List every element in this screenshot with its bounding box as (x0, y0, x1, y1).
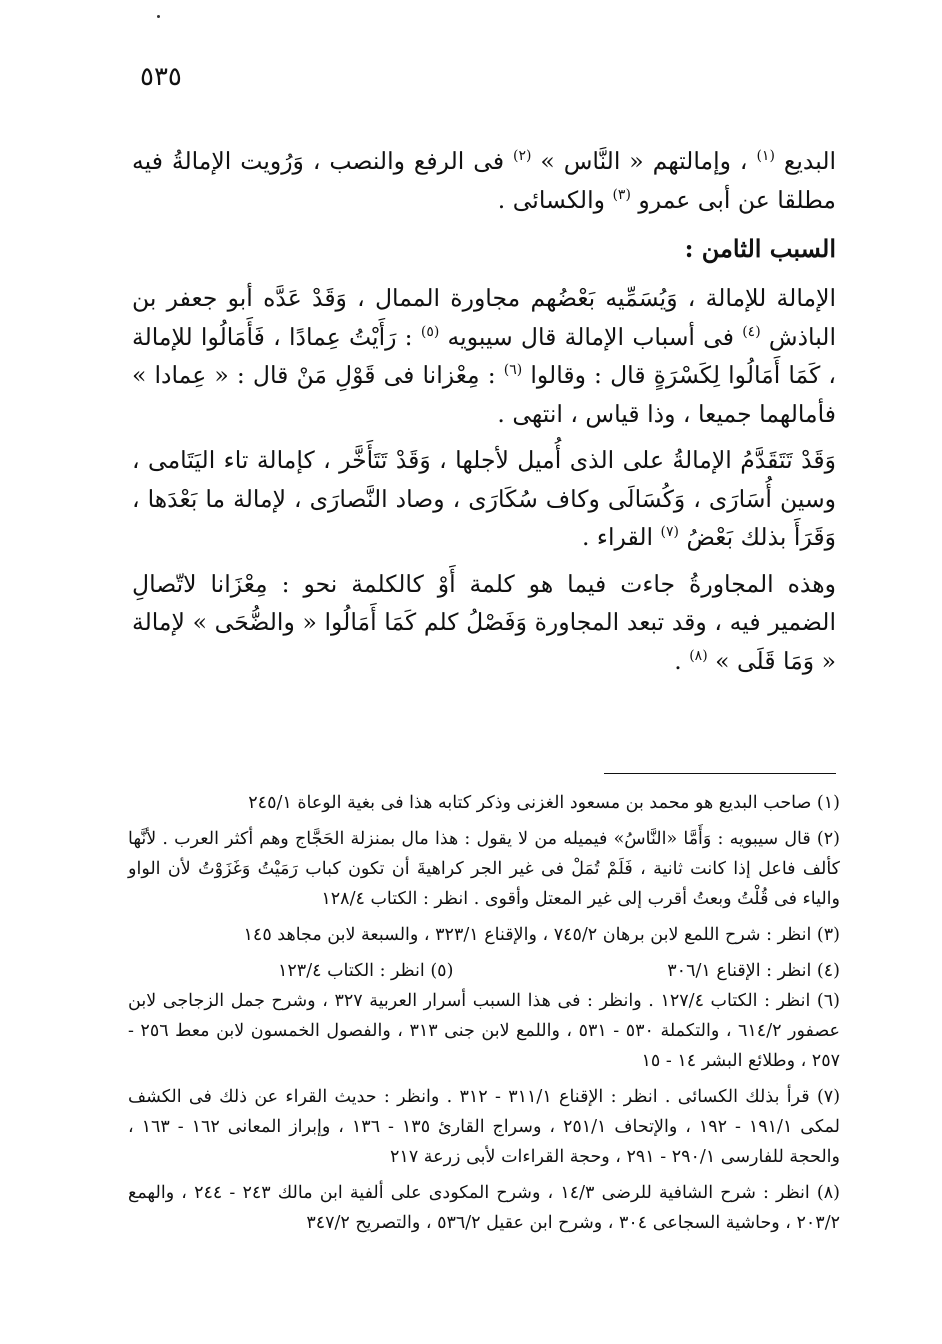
footnote-ref-2: (٢) (513, 148, 532, 165)
print-speck (157, 15, 160, 18)
footnote-1: (١) صاحب البديع هو محمد بن مسعود الغزنى وذكر كتابه هذا فى بغية الوعاة ٢٤٥/١ (248, 793, 840, 813)
footnote-ref-1: (١) (756, 148, 775, 165)
text-segment: القراء . (581, 523, 661, 551)
footnote-3: (٣) انظر : شرح اللمع لابن برهان ٧٤٥/٢ ، والإقناع ٣٢٣/١ ، والسبعة لابن مجاهد ١٤٥ (243, 925, 840, 945)
section-heading: السبب الثامن : (684, 234, 836, 263)
footnote-divider (604, 773, 836, 774)
text-segment: فى أسباب الإمالة قال سيبويه (439, 322, 743, 351)
footnote-ref-5: (٥) (420, 323, 440, 340)
text-segment: وَقَدْ تَتَقَدَّمُ الإمالةُ على الذى أُميل لأجلها ، وَقَدْ تَتَأَخَّر ، كإمالة تاء اليَتَامى ، وسين أُسَارَى ، وَكُسَالَى وكاف سُكَارَى ، وصاد النَّصارَى ، لإمالة ما بَعْدَها ، وَقَرَأَ بذلك بَعْضُ (132, 446, 836, 551)
footnote-6: (٦) انظر : الكتاب ١٢٧/٤ . وانظر : فى هذا السبب أسرار العربية ٣٢٧ ، وشرح جمل الزجاجى لابن عصفور ٦١٤/٢ ، والتكملة ٥٣٠ - ٥٣١ ، واللمع لابن جنى ٣١٣ ، والفصول الخمسون لابن معط ٢٥٦ - ٢٥٧ ، وطلائع البشر ١٤ - ١٥ (128, 991, 840, 1071)
footnote-ref-8: (٨) (689, 647, 708, 664)
text-segment: البديع (774, 147, 837, 175)
footnote-4: (٤) انظر : الإقناع ٣٠٦/١ (667, 961, 840, 981)
text-segment: والكسائى . (497, 185, 613, 214)
page-number: ٥٣٥ (140, 62, 182, 92)
main-text (132, 142, 836, 680)
text-segment: : مِعْزانا فى قَوْلِ مَنْ قال : « عِمادا » فأمالهما جميعا ، وذا قياس ، انتهى . (132, 361, 836, 428)
footnote-5: (٥) انظر : الكتاب ١٢٣/٤ (278, 961, 454, 981)
text-segment: ، وإمالتهم « النَّاس » (531, 147, 757, 175)
text-segment: : رَأَيْتُ عِمادًا ، فَأَمَالُوا للإمالة ، كَمَا أَمَالُوا لِكَسْرَةٍ قال : وقالوا (132, 322, 836, 389)
footnote-ref-3: (٣) (612, 186, 631, 203)
footnote-ref-6: (٦) (503, 362, 523, 379)
footnote-8: (٨) انظر : شرح الشافية للرضى ١٤/٣ ، وشرح المكودى على ألفية ابن مالك ٢٤٣ - ٢٤٤ ، والهمع ٢٠٣/٢ ، وحاشية السجاعى ٣٠٤ ، وشرح ابن عقيل ٥٣٦/٢ ، والتصريح ٣٤٧/٢ (128, 1183, 840, 1233)
text-segment: وهذه المجاورةُ جاءت فيما هو كلمة أَوْ كالكلمة نحو : مِعْزَانا لاتّصالِ الضمير فيه ، وقد تبعد المجاورة وَفَصْلُ كلم كَمَا أَمَالُوا « والضُّحَى » لإمالة « وَمَا قَلَى » (132, 569, 836, 675)
paragraph-1 (132, 142, 836, 219)
footnote-7: (٧) قرأ بذلك الكسائى . انظر : الإقناع ٣١١/١ - ٣١٢ . وانظر : حديث القراء عن ذلك فى الكشف لمكى ١٩١/١ - ١٩٢ ، والإتحاف ٢٥١/١ ، وسراج القارئ ١٣٥ - ١٣٦ ، وإبراز المعانى ١٦٢ - ١٦٣ ، والحجة للفارسى ٢٩٠/١ - ٢٩١ ، وحجة القراءات لأبى زرعة ٢١٧ (128, 1087, 841, 1167)
paragraph-2 (132, 279, 836, 433)
text-segment: الإمالة للإمالة ، وَيُسَمِّيه بَعْضُهم مجاورة الممال ، وَقَدْ عَدَّه أبو جعفر بن الباذش (132, 284, 836, 351)
text-segment: . (674, 646, 690, 675)
footnote-row-4-5 (128, 956, 840, 986)
paragraph-4 (132, 565, 836, 681)
footnote-ref-7: (٧) (660, 524, 679, 541)
footnote-ref-4: (٤) (742, 323, 761, 340)
text-segment: فى الرفع والنصب ، وَرُويت الإمالةُ فيه مطلقا عن أبى عمرو (132, 147, 836, 214)
footnotes (128, 788, 840, 1238)
paragraph-3 (132, 441, 836, 557)
footnote-2: (٢) قال سيبويه : وَأَمَّا «النَّاسُ» فيميله من لا يقول : هذا مال بمنزلة الحَجَّاج وهم أكثر العرب . لأنَّها كألف فاعل إذا كانت ثانية ، فَلَمْ تُمَلْ فى غير الجر كراهيةَ أن تكون كباب رَمَيْتُ وَغَزَوْتُ لأن الواو والياء فى قُلْتُ وبعتُ أقرب إلى غير المعتل وأقوى . انظر : الكتاب ١٢٨/٤ (128, 829, 840, 909)
